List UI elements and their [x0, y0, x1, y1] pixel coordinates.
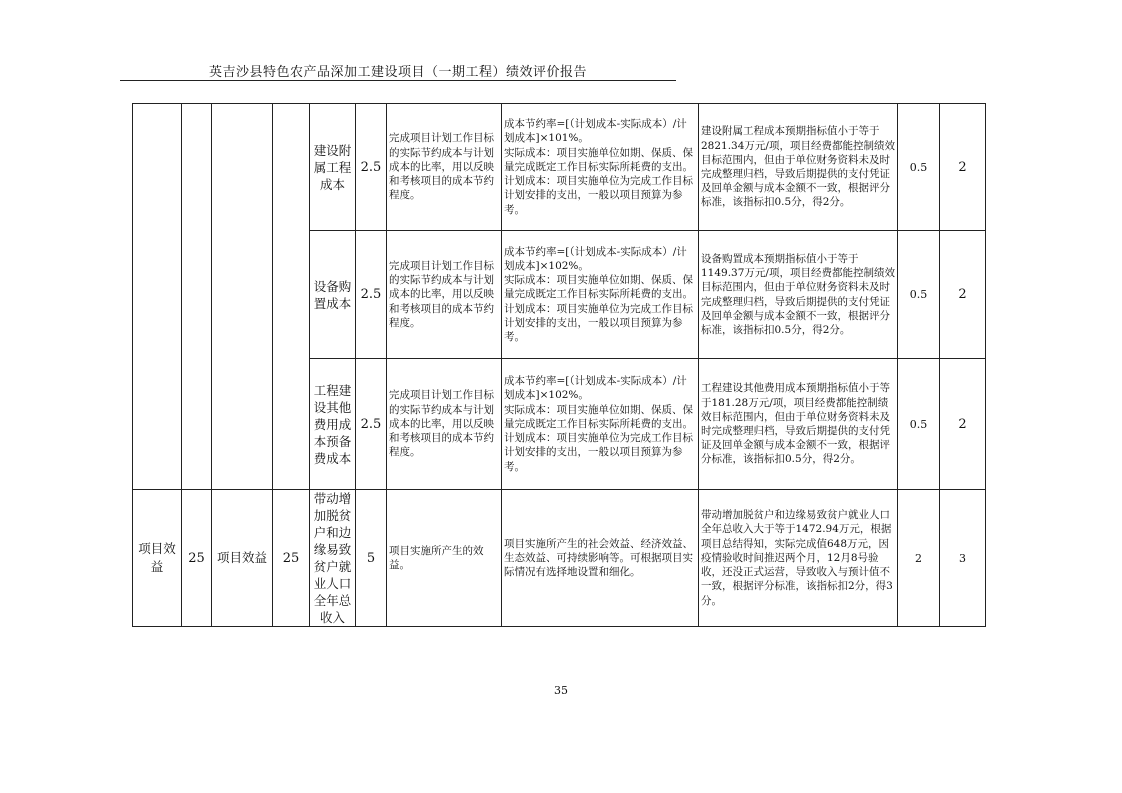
deduction-value: 0.5 [898, 104, 940, 231]
score-value: 2 [940, 359, 986, 490]
category-name: 项目效益 [133, 490, 182, 627]
indicator-description: 完成项目计划工作目标的实际节约成本与计划成本的比率，用以反映和考核项目的成本节约程度。 [387, 359, 502, 490]
scoring-standard [502, 104, 699, 231]
indicator-name: 带动增加脱贫户和边缘易致贫户就业人口全年总收入 [310, 490, 356, 627]
scoring-standard: 项目实施所产生的社会效益、经济效益、生态效益、可持续影响等。可根据项目实际情况有选择地设置和细化。 [502, 490, 699, 627]
indicator-name: 工程建设其他费用成本预备费成本 [310, 359, 356, 490]
evaluation-analysis: 带动增加脱贫户和边缘易致贫户就业人口全年总收入大于等于1472.94万元，根据项目总结得知，实际完成值648万元，因疫情验收时间推迟两个月，12月8号验收，还没正式运营，导致收入与预计值不一致，根据评分标准，该指标扣2分，得3分。 [699, 490, 898, 627]
subcategory-name: 项目效益 [212, 490, 273, 627]
category-cell-continued [133, 104, 182, 490]
evaluation-analysis: 设备购置成本预期指标值小于等于1149.37万元/项，项目经费都能控制绩效目标范围内，但由于单位财务资料未及时完成整理归档，导致后期提供的支付凭证及回单金额与成本金额不一致，根据评分标准，该指标扣0.5分，得2分。 [699, 231, 898, 359]
deduction-value: 0.5 [898, 359, 940, 490]
indicator-weight: 2.5 [356, 231, 387, 359]
scoring-standard [502, 359, 699, 490]
scoring-standard-text: 成本节约率=[（计划成本-实际成本）/计划成本]×102%。 实际成本：项目实施单位如期、保质、保量完成既定工作目标实际所耗费的支出。 计划成本：项目实施单位为完成工作目标计划安排的支出，一般以项目预算为参考。 [504, 245, 693, 343]
evaluation-table [132, 103, 986, 627]
evaluation-analysis: 建设附属工程成本预期指标值小于等于2821.34万元/项，项目经费都能控制绩效目标范围内，但由于单位财务资料未及时完成整理归档，导致后期提供的支付凭证及回单金额与成本金额不一致，根据评分标准，该指标扣0.5分，得2分。 [699, 104, 898, 231]
deduction-value: 2 [898, 490, 940, 627]
page-number: 35 [554, 684, 568, 697]
indicator-description: 项目实施所产生的效益。 [387, 490, 502, 627]
indicator-description: 完成项目计划工作目标的实际节约成本与计划成本的比率，用以反映和考核项目的成本节约程度。 [387, 231, 502, 359]
scoring-standard-text: 成本节约率=[（计划成本-实际成本）/计划成本]×101%。 实际成本：项目实施单位如期、保质、保量完成既定工作目标实际所耗费的支出。 计划成本：项目实施单位为完成工作目标计划安排的支出，一般以项目预算为参考。 [504, 118, 693, 216]
indicator-weight: 5 [356, 490, 387, 627]
subcategory-weight: 25 [273, 490, 310, 627]
header-rule [120, 80, 676, 81]
score-value: 2 [940, 231, 986, 359]
category-weight: 25 [182, 490, 212, 627]
scoring-standard-text: 成本节约率=[（计划成本-实际成本）/计划成本]×102%。 实际成本：项目实施单位如期、保质、保量完成既定工作目标实际所耗费的支出。 计划成本：项目实施单位为完成工作目标计划安排的支出，一般以项目预算为参考。 [504, 375, 693, 473]
indicator-description: 完成项目计划工作目标的实际节约成本与计划成本的比率，用以反映和考核项目的成本节约程度。 [387, 104, 502, 231]
scoring-standard [502, 231, 699, 359]
category-weight-cell-continued [182, 104, 212, 490]
evaluation-analysis: 工程建设其他费用成本预期指标值小于等于181.28万元/项，项目经费都能控制绩效目标范围内，但由于单位财务资料未及时完成整理归档，导致后期提供的支付凭证及回单金额与成本金额不一致，根据评分标准，该指标扣0.5分，得2分。 [699, 359, 898, 490]
indicator-weight: 2.5 [356, 104, 387, 231]
table-row [133, 104, 986, 231]
indicator-name: 建设附属工程成本 [310, 104, 356, 231]
score-value: 2 [940, 104, 986, 231]
page-header-title: 英吉沙县特色农产品深加工建设项目（一期工程）绩效评价报告 [208, 65, 587, 80]
subcategory-cell-continued [212, 104, 273, 490]
subcategory-weight-cell-continued [273, 104, 310, 490]
indicator-weight: 2.5 [356, 359, 387, 490]
indicator-name: 设备购置成本 [310, 231, 356, 359]
deduction-value: 0.5 [898, 231, 940, 359]
table-row [133, 490, 986, 627]
score-value: 3 [940, 490, 986, 627]
